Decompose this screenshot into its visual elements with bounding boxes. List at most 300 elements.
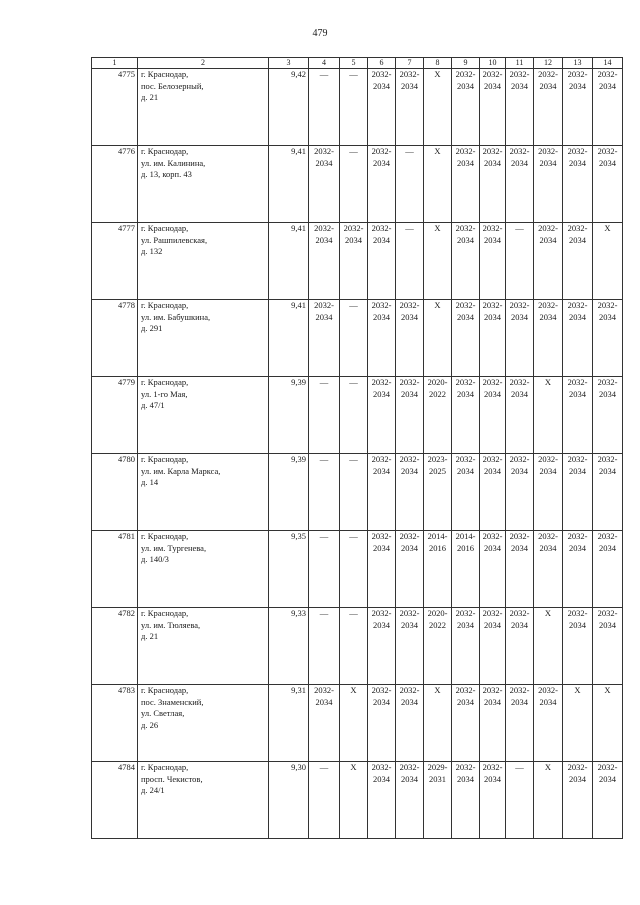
period-end: 2034 xyxy=(569,773,586,784)
row-number: 4777 xyxy=(92,223,138,300)
period-start: 2032- xyxy=(567,69,588,79)
row-number: 4779 xyxy=(92,377,138,454)
period-end: 2034 xyxy=(569,157,586,168)
address-line: ул. им. Карла Маркса, xyxy=(141,465,221,476)
period-start: 2032- xyxy=(399,608,420,618)
period-cell xyxy=(396,685,424,762)
column-header: 14 xyxy=(593,58,623,69)
period-cell xyxy=(424,608,452,685)
period-start: 2032- xyxy=(509,531,530,541)
period-cell xyxy=(452,300,480,377)
period-end: 2034 xyxy=(569,542,586,553)
period-start: 2032- xyxy=(343,223,364,233)
address-line: ул. 1-го Мая, xyxy=(141,388,188,399)
period-cell: X xyxy=(340,685,368,762)
period-end: 2034 xyxy=(457,465,474,476)
period-start: 2032- xyxy=(482,69,503,79)
period-cell xyxy=(563,223,593,300)
area-value: 9,39 xyxy=(269,377,309,454)
period-start: 2032- xyxy=(371,762,392,772)
period-end: 2034 xyxy=(569,80,586,91)
period-start: 2032- xyxy=(314,223,334,233)
period-cell: — xyxy=(340,69,368,146)
period-cell xyxy=(563,762,593,839)
period-start: 2032- xyxy=(597,146,618,156)
address-line: ул. им. Тургенева, xyxy=(141,542,207,553)
area-value: 9,35 xyxy=(269,531,309,608)
period-end: 2034 xyxy=(373,234,390,245)
period-end: 2034 xyxy=(569,388,586,399)
period-start: 2020- xyxy=(427,608,448,618)
column-header: 10 xyxy=(480,58,506,69)
table-row xyxy=(92,223,623,300)
period-end: 2034 xyxy=(401,388,418,399)
period-start: 2032- xyxy=(538,146,558,156)
period-cell: — xyxy=(396,223,424,300)
period-end: 2034 xyxy=(599,465,616,476)
table-row xyxy=(92,454,623,531)
period-cell xyxy=(563,146,593,223)
period-start: 2032- xyxy=(314,685,334,695)
period-start: 2032- xyxy=(567,608,588,618)
period-cell xyxy=(368,146,396,223)
address-line: д. 47/1 xyxy=(141,400,165,410)
period-end: 2034 xyxy=(373,80,390,91)
period-start: 2032- xyxy=(597,300,618,310)
period-cell xyxy=(563,377,593,454)
period-end: 2034 xyxy=(599,157,616,168)
address-cell xyxy=(138,300,269,377)
period-cell: — xyxy=(340,608,368,685)
address-line: г. Краснодар, xyxy=(141,531,189,541)
period-cell xyxy=(452,454,480,531)
period-end: 2034 xyxy=(599,773,616,784)
period-start: 2032- xyxy=(567,146,588,156)
period-cell: — xyxy=(340,300,368,377)
table-row xyxy=(92,377,623,454)
table-row xyxy=(92,685,623,762)
period-start: 2032- xyxy=(455,377,476,387)
period-start: 2032- xyxy=(509,454,530,464)
column-header: 9 xyxy=(452,58,480,69)
period-end: 2034 xyxy=(569,465,586,476)
area-value: 9,41 xyxy=(269,300,309,377)
period-start: 2032- xyxy=(538,454,558,464)
period-cell xyxy=(506,608,534,685)
period-cell xyxy=(368,531,396,608)
period-cell xyxy=(480,300,506,377)
period-start: 2014- xyxy=(455,531,476,541)
period-end: 2034 xyxy=(401,465,418,476)
period-start: 2032- xyxy=(399,685,420,695)
period-cell xyxy=(534,300,563,377)
period-cell xyxy=(506,300,534,377)
column-header: 5 xyxy=(340,58,368,69)
period-end: 2034 xyxy=(484,542,501,553)
period-cell xyxy=(396,377,424,454)
row-number: 4782 xyxy=(92,608,138,685)
period-cell xyxy=(506,69,534,146)
period-end: 2034 xyxy=(539,542,557,553)
address-line: д. 140/3 xyxy=(141,554,169,564)
period-cell xyxy=(368,762,396,839)
column-header: 2 xyxy=(138,58,269,69)
column-header: 13 xyxy=(563,58,593,69)
address-line: д. 21 xyxy=(141,92,159,102)
period-cell: X xyxy=(593,223,623,300)
period-start: 2032- xyxy=(455,146,476,156)
period-cell xyxy=(452,762,480,839)
period-cell: X xyxy=(424,146,452,223)
period-cell xyxy=(396,762,424,839)
column-header: 7 xyxy=(396,58,424,69)
column-header: 3 xyxy=(269,58,309,69)
period-end: 2034 xyxy=(457,157,474,168)
period-end: 2034 xyxy=(511,542,528,553)
period-cell xyxy=(506,454,534,531)
period-cell xyxy=(368,377,396,454)
period-end: 2022 xyxy=(429,619,446,630)
column-header: 6 xyxy=(368,58,396,69)
period-end: 2034 xyxy=(539,311,557,322)
period-start: 2032- xyxy=(455,300,476,310)
period-start: 2032- xyxy=(399,531,420,541)
period-cell: X xyxy=(424,685,452,762)
address-line: д. 24/1 xyxy=(141,785,165,795)
period-start: 2032- xyxy=(597,762,618,772)
period-start: 2032- xyxy=(455,608,476,618)
period-start: 2023- xyxy=(427,454,448,464)
period-start: 2032- xyxy=(538,531,558,541)
period-cell xyxy=(506,685,534,762)
period-start: 2032- xyxy=(509,69,530,79)
period-start: 2032- xyxy=(538,685,558,695)
period-end: 2034 xyxy=(373,696,390,707)
period-end: 2034 xyxy=(457,619,474,630)
period-cell: X xyxy=(534,608,563,685)
period-end: 2034 xyxy=(511,311,528,322)
period-cell xyxy=(452,146,480,223)
period-cell xyxy=(593,300,623,377)
period-cell xyxy=(452,377,480,454)
period-end: 2034 xyxy=(484,773,501,784)
period-start: 2032- xyxy=(567,377,588,387)
period-start: 2032- xyxy=(567,531,588,541)
period-cell xyxy=(309,223,340,300)
period-cell xyxy=(368,300,396,377)
period-end: 2034 xyxy=(484,619,501,630)
address-line: д. 132 xyxy=(141,246,163,256)
period-end: 2034 xyxy=(539,80,557,91)
address-line: г. Краснодар, xyxy=(141,69,189,79)
table-row xyxy=(92,69,623,146)
period-cell: — xyxy=(309,377,340,454)
column-header: 1 xyxy=(92,58,138,69)
period-cell xyxy=(563,300,593,377)
address-line: ул. Светлая, xyxy=(141,708,185,718)
period-end: 2034 xyxy=(484,157,501,168)
period-cell xyxy=(368,454,396,531)
area-value: 9,41 xyxy=(269,146,309,223)
period-end: 2034 xyxy=(539,696,557,707)
period-cell: X xyxy=(593,685,623,762)
address-cell xyxy=(138,685,269,762)
period-end: 2034 xyxy=(484,465,501,476)
period-cell xyxy=(593,762,623,839)
period-end: 2034 xyxy=(315,234,333,245)
period-start: 2032- xyxy=(597,454,618,464)
period-cell xyxy=(593,608,623,685)
period-end: 2034 xyxy=(569,311,586,322)
period-start: 2032- xyxy=(371,454,392,464)
period-start: 2032- xyxy=(482,685,503,695)
period-end: 2034 xyxy=(457,80,474,91)
period-end: 2034 xyxy=(511,80,528,91)
page-number: 479 xyxy=(312,28,328,39)
period-start: 2032- xyxy=(597,531,618,541)
period-end: 2034 xyxy=(373,542,390,553)
period-cell xyxy=(424,454,452,531)
period-cell xyxy=(563,608,593,685)
period-start: 2032- xyxy=(371,146,392,156)
period-end: 2034 xyxy=(511,619,528,630)
period-cell: X xyxy=(563,685,593,762)
period-cell xyxy=(340,223,368,300)
area-value: 9,31 xyxy=(269,685,309,762)
period-start: 2032- xyxy=(455,454,476,464)
period-start: 2032- xyxy=(482,377,503,387)
period-end: 2034 xyxy=(569,619,586,630)
period-end: 2034 xyxy=(373,157,390,168)
period-end: 2034 xyxy=(484,696,501,707)
period-end: 2025 xyxy=(429,465,446,476)
period-cell: — xyxy=(340,531,368,608)
period-start: 2032- xyxy=(509,377,530,387)
period-start: 2032- xyxy=(509,146,530,156)
period-cell: X xyxy=(424,69,452,146)
period-end: 2034 xyxy=(401,311,418,322)
period-start: 2032- xyxy=(482,223,503,233)
period-start: 2032- xyxy=(371,608,392,618)
period-start: 2032- xyxy=(597,69,618,79)
period-end: 2034 xyxy=(373,465,390,476)
period-start: 2032- xyxy=(482,762,503,772)
period-end: 2034 xyxy=(345,234,362,245)
address-line: г. Краснодар, xyxy=(141,608,189,618)
period-cell: — xyxy=(309,531,340,608)
address-line: пос. Знаменский, xyxy=(141,696,204,707)
period-start: 2032- xyxy=(314,146,334,156)
period-cell xyxy=(452,69,480,146)
address-line: ул. им. Тюляева, xyxy=(141,619,201,630)
period-end: 2034 xyxy=(484,311,501,322)
period-end: 2034 xyxy=(401,80,418,91)
table-row xyxy=(92,762,623,839)
period-end: 2034 xyxy=(457,311,474,322)
address-line: д. 14 xyxy=(141,477,159,487)
period-end: 2034 xyxy=(401,773,418,784)
period-cell xyxy=(480,685,506,762)
period-end: 2034 xyxy=(511,388,528,399)
period-cell xyxy=(534,685,563,762)
period-cell: — xyxy=(340,377,368,454)
address-line: г. Краснодар, xyxy=(141,377,189,387)
period-cell: X xyxy=(534,377,563,454)
column-header: 11 xyxy=(506,58,534,69)
period-start: 2032- xyxy=(371,377,392,387)
period-end: 2034 xyxy=(484,234,501,245)
period-cell xyxy=(368,608,396,685)
period-cell: — xyxy=(506,762,534,839)
period-cell xyxy=(368,223,396,300)
period-cell xyxy=(534,531,563,608)
period-start: 2032- xyxy=(399,454,420,464)
period-start: 2032- xyxy=(597,377,618,387)
period-end: 2034 xyxy=(457,234,474,245)
period-cell xyxy=(506,531,534,608)
period-start: 2032- xyxy=(567,454,588,464)
period-start: 2032- xyxy=(509,608,530,618)
address-cell xyxy=(138,762,269,839)
period-cell xyxy=(506,146,534,223)
period-cell xyxy=(368,685,396,762)
period-cell xyxy=(480,146,506,223)
header-row xyxy=(92,58,623,69)
period-cell xyxy=(309,300,340,377)
period-cell: — xyxy=(309,762,340,839)
period-cell: X xyxy=(534,762,563,839)
table-row xyxy=(92,531,623,608)
period-start: 2032- xyxy=(455,762,476,772)
period-cell xyxy=(396,454,424,531)
period-start: 2032- xyxy=(455,685,476,695)
period-cell xyxy=(368,69,396,146)
period-cell xyxy=(480,377,506,454)
period-end: 2034 xyxy=(457,773,474,784)
period-cell xyxy=(424,762,452,839)
period-end: 2034 xyxy=(569,234,586,245)
period-cell xyxy=(593,531,623,608)
address-line: ул. им. Бабушкина, xyxy=(141,311,211,322)
period-start: 2032- xyxy=(455,69,476,79)
period-end: 2034 xyxy=(484,80,501,91)
period-cell xyxy=(534,69,563,146)
period-start: 2032- xyxy=(371,223,392,233)
period-end: 2034 xyxy=(401,619,418,630)
period-cell: — xyxy=(340,454,368,531)
period-end: 2034 xyxy=(373,311,390,322)
period-start: 2032- xyxy=(371,69,392,79)
period-start: 2032- xyxy=(399,300,420,310)
period-start: 2032- xyxy=(482,531,503,541)
address-line: просп. Чекистов, xyxy=(141,773,203,784)
period-cell xyxy=(563,531,593,608)
period-cell: X xyxy=(424,300,452,377)
column-header: 4 xyxy=(309,58,340,69)
period-end: 2034 xyxy=(401,696,418,707)
period-start: 2032- xyxy=(371,531,392,541)
period-start: 2032- xyxy=(597,608,618,618)
period-end: 2034 xyxy=(539,157,557,168)
period-end: 2034 xyxy=(539,465,557,476)
row-number: 4778 xyxy=(92,300,138,377)
period-cell: — xyxy=(506,223,534,300)
period-end: 2034 xyxy=(373,388,390,399)
period-cell xyxy=(424,531,452,608)
address-line: г. Краснодар, xyxy=(141,300,189,310)
period-start: 2032- xyxy=(567,300,588,310)
address-line: г. Краснодар, xyxy=(141,146,189,156)
period-cell xyxy=(452,223,480,300)
period-start: 2029- xyxy=(427,762,448,772)
row-number: 4784 xyxy=(92,762,138,839)
period-cell xyxy=(480,531,506,608)
period-cell: — xyxy=(309,608,340,685)
address-cell xyxy=(138,531,269,608)
period-end: 2034 xyxy=(457,388,474,399)
period-cell xyxy=(593,69,623,146)
period-start: 2032- xyxy=(399,377,420,387)
address-cell xyxy=(138,377,269,454)
area-value: 9,41 xyxy=(269,223,309,300)
address-cell xyxy=(138,223,269,300)
table-row xyxy=(92,300,623,377)
address-line: д. 13, корп. 43 xyxy=(141,169,192,179)
period-cell: — xyxy=(396,146,424,223)
period-cell xyxy=(452,608,480,685)
table-row xyxy=(92,146,623,223)
period-start: 2032- xyxy=(567,223,588,233)
period-start: 2032- xyxy=(314,300,334,310)
period-cell xyxy=(480,608,506,685)
period-start: 2032- xyxy=(371,685,392,695)
period-end: 2034 xyxy=(511,465,528,476)
period-cell xyxy=(506,377,534,454)
period-cell xyxy=(452,685,480,762)
period-cell: X xyxy=(340,762,368,839)
period-cell xyxy=(396,608,424,685)
address-line: ул. Рашпилевская, xyxy=(141,234,208,245)
area-value: 9,33 xyxy=(269,608,309,685)
period-end: 2034 xyxy=(484,388,501,399)
period-cell xyxy=(480,762,506,839)
period-cell xyxy=(309,685,340,762)
period-start: 2032- xyxy=(482,608,503,618)
address-line: г. Краснодар, xyxy=(141,762,189,772)
period-cell xyxy=(396,300,424,377)
period-end: 2022 xyxy=(429,388,446,399)
address-line: г. Краснодар, xyxy=(141,454,189,464)
address-line: д. 21 xyxy=(141,631,159,641)
period-cell: X xyxy=(424,223,452,300)
period-cell xyxy=(452,531,480,608)
address-line: д. 26 xyxy=(141,719,159,730)
table-row xyxy=(92,608,623,685)
period-end: 2034 xyxy=(599,619,616,630)
period-cell xyxy=(396,69,424,146)
period-cell: — xyxy=(309,454,340,531)
period-start: 2032- xyxy=(538,300,558,310)
row-number: 4775 xyxy=(92,69,138,146)
period-start: 2032- xyxy=(399,762,420,772)
address-line: г. Краснодар, xyxy=(141,685,189,695)
row-number: 4781 xyxy=(92,531,138,608)
address-line: ул. им. Калинина, xyxy=(141,157,206,168)
period-end: 2034 xyxy=(599,311,616,322)
address-cell xyxy=(138,146,269,223)
period-cell xyxy=(480,454,506,531)
period-start: 2032- xyxy=(482,454,503,464)
